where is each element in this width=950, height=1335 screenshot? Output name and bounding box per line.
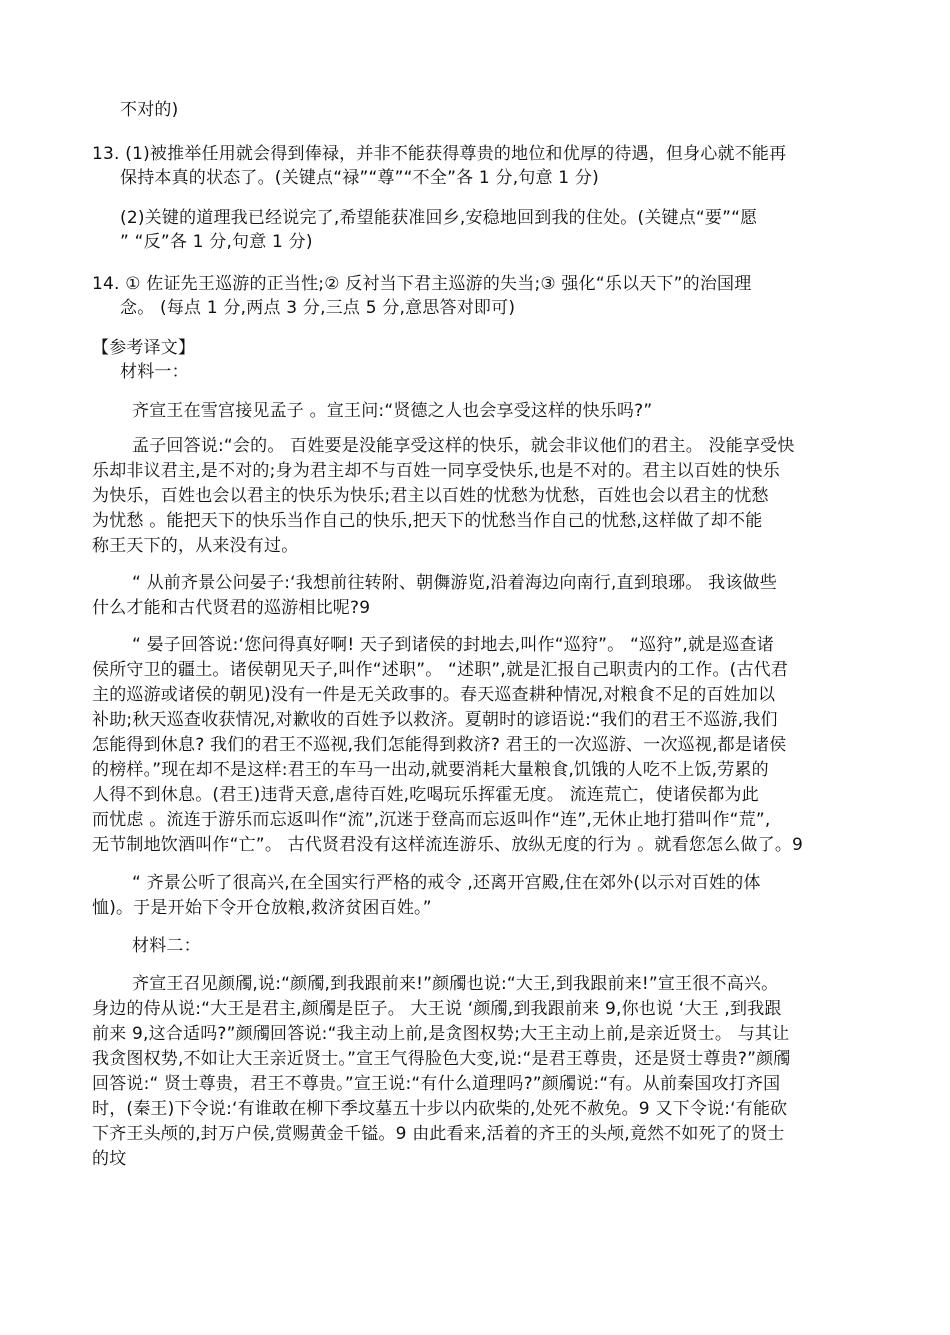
paragraph-line: 而忧虑 。流连于游乐而忘返叫作“流”,沉迷于登高而忘返叫作“连”,无休止地打猎叫作“荒”,	[92, 810, 771, 830]
material-one-label: 材料一：	[120, 362, 189, 382]
paragraph-line: 人得不到休息。(君王)违背天意,虐待百姓,吃喝玩乐挥霍无度。 流连荒亡，使诸侯都为此	[92, 785, 759, 805]
reference-translation-heading: 【参考译文】	[92, 338, 196, 358]
paragraph-line: 的榜样。”现在却不是这样:君王的车马一出动,就要消耗大量粮食,饥饿的人吃不上饭,劳累的	[92, 760, 769, 780]
material-two-label: 材料二：	[132, 936, 201, 956]
paragraph-line: 前来 9,这合适吗?”颜斶回答说:“我主动上前,是贪图权势;大王主动上前,是亲近贤士。 与其让	[92, 1024, 790, 1044]
paragraph-line: 无节制地饮酒叫作“亡”。 古代贤君没有这样流连游乐、放纵无度的行为 。就看您怎么做了。9	[92, 835, 804, 855]
paragraph-line: 为忧愁 。能把天下的快乐当作自己的快乐,把天下的忧愁当作自己的忧愁,这样做了却不能	[92, 511, 763, 531]
paragraph-line: 乐却非议君主,是不对的;身为君主却不与百姓一同享受快乐,也是不对的。君主以百姓的快乐	[92, 461, 780, 481]
paragraph-line: 主的巡游或诸侯的朝见)没有一件是无关政事的。春天巡查耕种情况,对粮食不足的百姓加以	[92, 685, 776, 705]
paragraph-line: 齐宣王召见颜斶,说:“颜斶,到我跟前来!”颜斶也说:“大王,到我跟前来!”宣王很不高兴。	[132, 974, 779, 994]
q13-part1-line1: 13. (1)被推举任用就会得到俸禄，并非不能获得尊贵的地位和优厚的待遇，但身心就不能再	[92, 144, 787, 164]
paragraph-line: 时，(秦王)下令说:‘有谁敢在柳下季坟墓五十步以内砍柴的,处死不赦免。9 又下令说:‘有能砍	[92, 1099, 788, 1119]
paragraph-line: 的坟	[92, 1149, 127, 1169]
m1-paragraph1: 齐宣王在雪宫接见孟子 。宣王问:“贤德之人也会享受这样的快乐吗?”	[132, 401, 653, 421]
paragraph-line: 称王天下的，从来没有过。	[92, 536, 299, 556]
paragraph-line: 孟子回答说:“会的。 百姓要是没能享受这样的快乐，就会非议他们的君主。 没能享受快	[132, 436, 795, 456]
paragraph-line: 侯所守卫的疆土。诸侯朝见天子,叫作“述职”。 “述职”,就是汇报自己职责内的工作。(古代君	[92, 660, 789, 680]
paragraph-line: 下齐王头颅的,封万户侯,赏赐黄金千镒。9 由此看来,活着的齐王的头颅,竟然不如死了的贤士	[92, 1124, 785, 1144]
paragraph-line: “ 齐景公听了很高兴,在全国实行严格的戒令 ,还离开宫殿,住在郊外(以示对百姓的体	[132, 873, 761, 893]
q13-part2-line1: (2)关键的道理我已经说完了,希望能获准回乡,安稳地回到我的住处。(关键点“要”“愿	[120, 208, 758, 228]
paragraph-line: “ 晏子回答说:‘您问得真好啊! 天子到诸侯的封地去,叫作“巡狩”。 “巡狩”,就是巡查诸	[132, 635, 774, 655]
paragraph-line: 什么才能和古代贤君的巡游相比呢?9	[92, 598, 371, 618]
q13-part2-line2: ” “反”各 1 分,句意 1 分)	[120, 232, 313, 252]
paragraph-line: 回答说:“ 贤士尊贵，君王不尊贵。”宣王说:“有什么道理吗?”颜斶说:“有。从前秦国攻打齐国	[92, 1074, 781, 1094]
paragraph-line: 恤)。于是开始下令开仓放粮,救济贫困百姓。”	[92, 898, 432, 918]
paragraph-line: 我贪图权势,不如让大王亲近贤士。”宣王气得脸色大变,说:“是君王尊贵，还是贤士尊贵?”颜斶	[92, 1049, 791, 1069]
previous-answer-tail: 不对的)	[120, 100, 179, 120]
q14-line2: 念。 (每点 1 分,两点 3 分,三点 5 分,意思答对即可)	[120, 298, 516, 318]
paragraph-line: 补助;秋天巡查收获情况,对歉收的百姓予以救济。夏朝时的谚语说:“我们的君王不巡游,我们	[92, 710, 778, 730]
q14-line1: 14. ① 佐证先王巡游的正当性;② 反衬当下君主巡游的失当;③ 强化“乐以天下”的治国理	[92, 274, 752, 294]
q13-part1-line2: 保持本真的状态了。(关键点“禄”“尊”“不全”各 1 分,句意 1 分)	[120, 168, 599, 188]
paragraph-line: “ 从前齐景公问晏子:‘我想前往转附、朝儛游览,沿着海边向南行,直到琅琊。 我该做些	[132, 573, 777, 593]
paragraph-line: 为快乐，百姓也会以君主的快乐为快乐;君主以百姓的忧愁为忧愁，百姓也会以君主的忧愁	[92, 486, 769, 506]
paragraph-line: 身边的侍从说:“大王是君主,颜斶是臣子。 大王说 ‘颜斶,到我跟前来 9,你也说 ‘大王 ,到我跟	[92, 999, 782, 1019]
paragraph-line: 怎能得到休息? 我们的君王不巡视,我们怎能得到救济? 君王的一次巡游、一次巡视,都是诸侯	[92, 735, 787, 755]
